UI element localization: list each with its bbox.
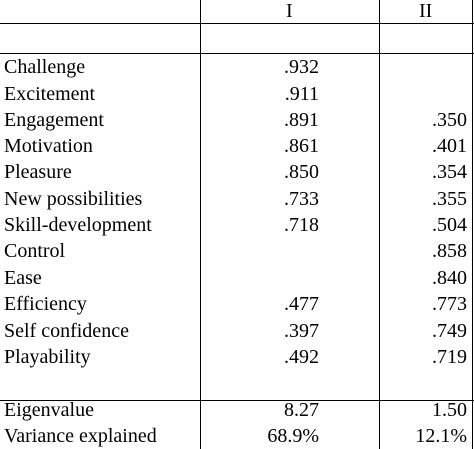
row-label: Playability — [4, 346, 91, 368]
row-label: Ease — [4, 267, 42, 289]
loading-factor-2: .773 — [432, 293, 467, 315]
loading-factor-1: .911 — [284, 83, 319, 105]
loading-factor-1: 8.27 — [284, 399, 319, 421]
loading-factor-2 — [381, 81, 467, 107]
column-divider — [379, 0, 380, 449]
loading-factor-1: 68.9% — [267, 425, 319, 447]
loading-factor-2: .840 — [432, 267, 467, 289]
row-divider — [0, 23, 474, 24]
column-header-1: I — [286, 0, 293, 22]
loading-factor-2: .504 — [432, 214, 467, 236]
loading-factor-1 — [202, 265, 319, 291]
loading-factor-2: .354 — [432, 161, 467, 183]
row-label: Engagement — [4, 109, 104, 131]
loading-factor-2: .858 — [432, 240, 467, 262]
row-label: New possibilities — [4, 188, 143, 210]
loading-factor-2: .350 — [432, 109, 467, 131]
loading-factor-1: .932 — [284, 56, 319, 78]
loading-factor-1: .733 — [284, 188, 319, 210]
loading-factor-1: .397 — [284, 320, 319, 342]
column-divider — [472, 0, 473, 449]
row-label: Efficiency — [4, 293, 87, 315]
loading-factor-2 — [381, 54, 467, 80]
loading-factor-2: 1.50 — [432, 399, 467, 421]
row-label: Control — [4, 240, 66, 262]
row-label: Variance explained — [4, 425, 157, 447]
loading-factor-1: .850 — [284, 161, 319, 183]
row-label: Motivation — [4, 135, 93, 157]
loading-factor-1 — [202, 238, 319, 264]
loading-factor-1: .718 — [284, 214, 319, 236]
loading-factor-2: .401 — [432, 135, 467, 157]
row-label: Self confidence — [4, 320, 129, 342]
row-label: Skill-development — [4, 214, 152, 236]
loading-factor-2: .355 — [432, 188, 467, 210]
row-label: Pleasure — [4, 161, 72, 183]
loading-factor-1: .861 — [284, 135, 319, 157]
loading-factor-1: .492 — [284, 346, 319, 368]
row-label: Challenge — [4, 56, 86, 78]
loading-factor-1: .891 — [284, 109, 319, 131]
loading-factor-2: .749 — [432, 320, 467, 342]
loading-factor-1: .477 — [284, 293, 319, 315]
row-label: Eigenvalue — [4, 399, 94, 421]
column-divider — [200, 0, 201, 449]
loading-factor-2: .719 — [432, 346, 467, 368]
column-header-2: II — [419, 0, 433, 22]
row-label: Excitement — [4, 83, 96, 105]
loading-factor-2: 12.1% — [415, 425, 467, 447]
